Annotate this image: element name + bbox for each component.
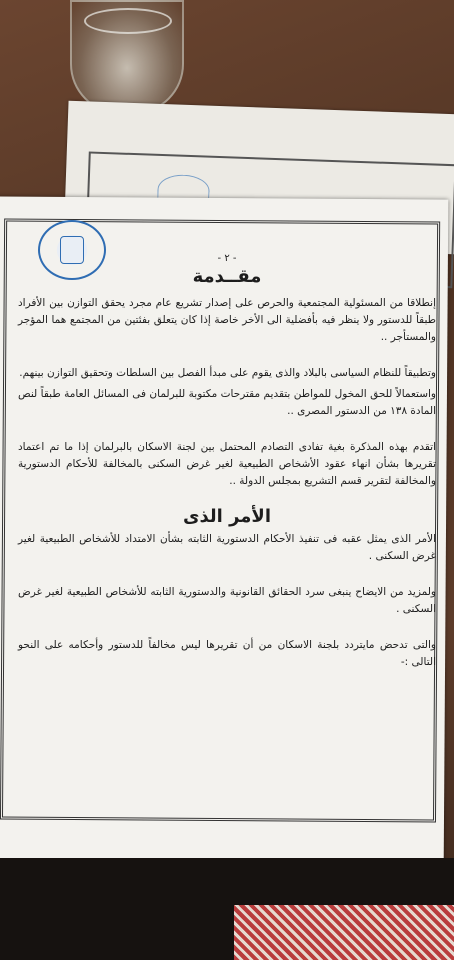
paragraph: والتى تدحض مايتردد بلجنة الاسكان من أن تقريرها ليس مخالفاً للدستور وأحكامه على النحو التالى :-: [18, 639, 436, 668]
document-content: [18, 252, 436, 671]
paragraph: ولمزيد من الايضاح ينبغى سرد الحقائق القانونية والدستورية الثابته للأشخاص الطبيعية لغير غرض السكنى .: [18, 586, 436, 615]
section-title-introduction: مقــدمة: [192, 266, 262, 287]
checkered-cloth: [234, 905, 454, 960]
section-title-the-matter: الأمر الذى: [182, 506, 271, 527]
glass-rim: [84, 8, 172, 34]
paragraph: اتقدم بهذه المذكرة بغية تفادى التصادم المحتمل بين لجنة الاسكان بالبرلمان إذا ما تم اعتماد تقريرها بشأن انهاء عقود الأشخاص الطبيعية لغير غرض السكنى بالمخالفة للأحكام الدستورية والمخالفة لتقرير قسم التشريع بمجلس الدولة ..: [18, 441, 436, 487]
page-number: - ٢ -: [217, 253, 237, 264]
paragraph: وتطبيقاً للنظام السياسى بالبلاد والذى يقوم على مبدأ الفصل بين السلطات وتحقيق التوازن بينهم.: [19, 367, 436, 379]
paragraph: واستعمالاً للحق المخول للمواطن بتقديم مقترحات مكتوبة للبرلمان فى المسائل العامة طبقاً لنص المادة ١٣٨ من الدستور المصرى ..: [18, 388, 436, 417]
paragraph: الأمر الذى يمثل عقبه فى تنفيذ الأحكام الدستورية الثابته بشأن الامتداد للأشخاص الطبيعية لغير غرض السكنى .: [18, 533, 436, 562]
paragraph: إنطلاقا من المسئولية المجتمعية والحرص على إصدار تشريع عام مجرد يحقق التوازن بين الأفراد طبقاً للدستور ولا ينظر فيه بأفضلية الى الأخر خاصة إذا كان يتعلق بفئتين من المجتمع هما المؤجر والمستأجر ..: [18, 297, 436, 343]
